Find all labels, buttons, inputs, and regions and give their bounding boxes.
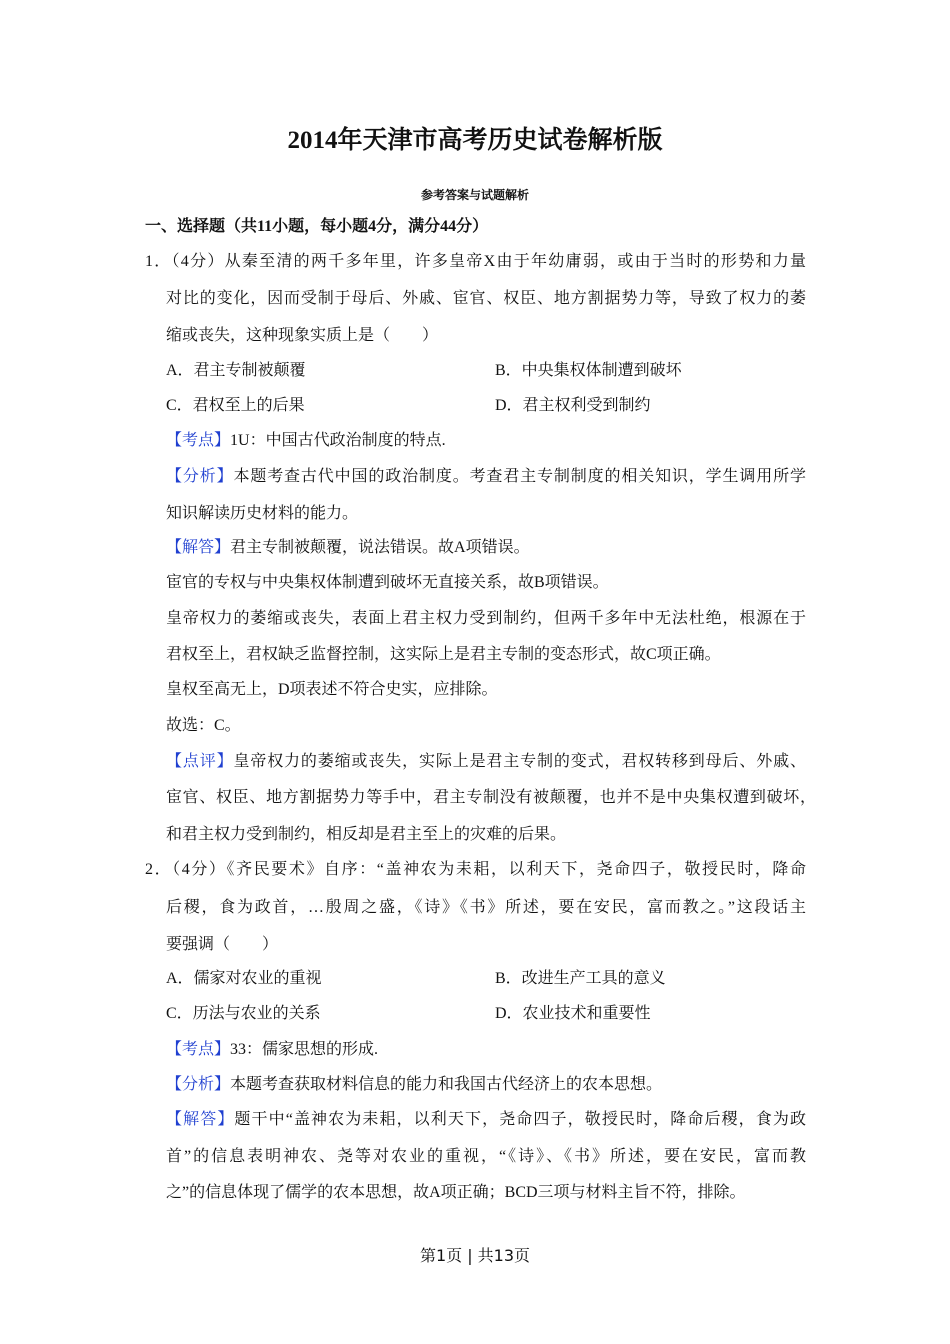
q2-kaodian <box>166 1039 806 1061</box>
q1-jieda <box>166 537 806 559</box>
fenxi-label: 【分析】 <box>166 1076 231 1093</box>
page-subtitle: 参考答案与试题解析 <box>420 188 529 202</box>
jieda-label: 【解答】 <box>166 539 231 556</box>
q2-jieda-line: 首”的信息表明神农、尧等对农业的重视，“《诗》、《书》所述，要在安民，富而教 <box>166 1148 806 1165</box>
q1-option-d[interactable]: D．君主权利受到制约 <box>495 397 651 414</box>
q2-stem-line: 要强调（ ） <box>166 936 279 953</box>
q1-dianping-line: 和君主权力受到制约，相反却是君主至上的灾难的后果。 <box>166 826 567 843</box>
kaodian-label: 【考点】 <box>166 1041 231 1058</box>
jieda-text: 题干中“盖神农为耒耜，以利天下，尧命四子，敬授民时，降命后稷，食为政 <box>234 1111 806 1128</box>
q2-options-row <box>166 1003 806 1025</box>
q1-options-row <box>166 360 806 382</box>
q1-fenxi-line: 知识解读历史材料的能力。 <box>166 505 359 522</box>
q1-dianping <box>166 751 806 773</box>
q2-option-b[interactable]: B．改进生产工具的意义 <box>495 970 666 987</box>
jieda-text: 君主专制被颠覆，说法错误。故A项错误。 <box>230 539 530 556</box>
kaodian-text: 33：儒家思想的形成. <box>230 1041 379 1058</box>
fenxi-text: 本题考查古代中国的政治制度。考查君主专制制度的相关知识，学生调用所学 <box>233 468 806 485</box>
page-footer: 第1页 | 共13页 <box>419 1246 531 1265</box>
fenxi-text: 本题考查获取材料信息的能力和我国古代经济上的农本思想。 <box>230 1076 663 1093</box>
q1-jieda-line: 宦官的专权与中央集权体制遭到破坏无直接关系，故B项错误。 <box>166 574 609 591</box>
q1-jieda-line: 皇权至高无上，D项表述不符合史实，应排除。 <box>166 681 498 698</box>
q1-stem-line: 1．（4分）从秦至清的两千多年里，许多皇帝X由于年幼庸弱，或由于当时的形势和力量 <box>145 253 806 270</box>
q1-jieda-line: 皇帝权力的萎缩或丧失，表面上君主权力受到制约，但两千多年中无法杜绝，根源在于 <box>166 610 806 627</box>
q1-option-b[interactable]: B．中央集权体制遭到破坏 <box>495 362 682 379</box>
q1-jieda-line: 故选：C。 <box>166 717 241 734</box>
q1-stem-line: 对比的变化，因而受制于母后、外戚、宦官、权臣、地方割据势力等，导致了权力的萎 <box>166 290 806 307</box>
q1-option-c[interactable]: C．君权至上的后果 <box>166 397 305 414</box>
q1-dianping-line: 宦官、权臣、地方割据势力等手中，君主专制没有被颠覆，也并不是中央集权遭到破坏， <box>166 789 816 806</box>
q2-jieda <box>166 1109 806 1131</box>
section-heading: 一、选择题（共11小题，每小题4分，满分44分） <box>145 218 489 235</box>
fenxi-label: 【分析】 <box>166 468 234 485</box>
q1-kaodian <box>166 430 806 452</box>
q1-option-a[interactable]: A．君主专制被颠覆 <box>166 362 306 379</box>
jieda-label: 【解答】 <box>166 1111 235 1128</box>
q1-jieda-line: 君权至上，君权缺乏监督控制，这实际上是君主专制的变态形式，故C项正确。 <box>166 646 721 663</box>
q2-options-row <box>166 968 806 990</box>
q2-stem-line: 后稷，食为政首，…殷周之盛，《诗》《书》所述，要在安民，富而教之。”这段话主 <box>166 899 806 916</box>
kaodian-label: 【考点】 <box>166 432 231 449</box>
q1-options-row <box>166 395 806 417</box>
q1-fenxi <box>166 466 806 488</box>
q2-fenxi <box>166 1074 806 1096</box>
kaodian-text: 1U：中国古代政治制度的特点. <box>230 432 446 449</box>
dianping-text: 皇帝权力的萎缩或丧失，实际上是君主专制的变式，君权转移到母后、外戚、 <box>233 753 806 770</box>
page-title: 2014年天津市高考历史试卷解析版 <box>287 127 663 154</box>
q2-option-c[interactable]: C．历法与农业的关系 <box>166 1005 321 1022</box>
q2-option-d[interactable]: D．农业技术和重要性 <box>495 1005 651 1022</box>
q2-stem-line: 2．（4分）《齐民要术》自序：“盖神农为耒耜，以利天下，尧命四子，敬授民时，降命 <box>145 861 806 878</box>
q1-stem-line: 缩或丧失，这种现象实质上是（ ） <box>166 327 439 344</box>
dianping-label: 【点评】 <box>166 753 234 770</box>
q2-jieda-line: 之”的信息体现了儒学的农本思想，故A项正确；BCD三项与材料主旨不符，排除。 <box>166 1184 746 1201</box>
q2-option-a[interactable]: A．儒家对农业的重视 <box>166 970 322 987</box>
